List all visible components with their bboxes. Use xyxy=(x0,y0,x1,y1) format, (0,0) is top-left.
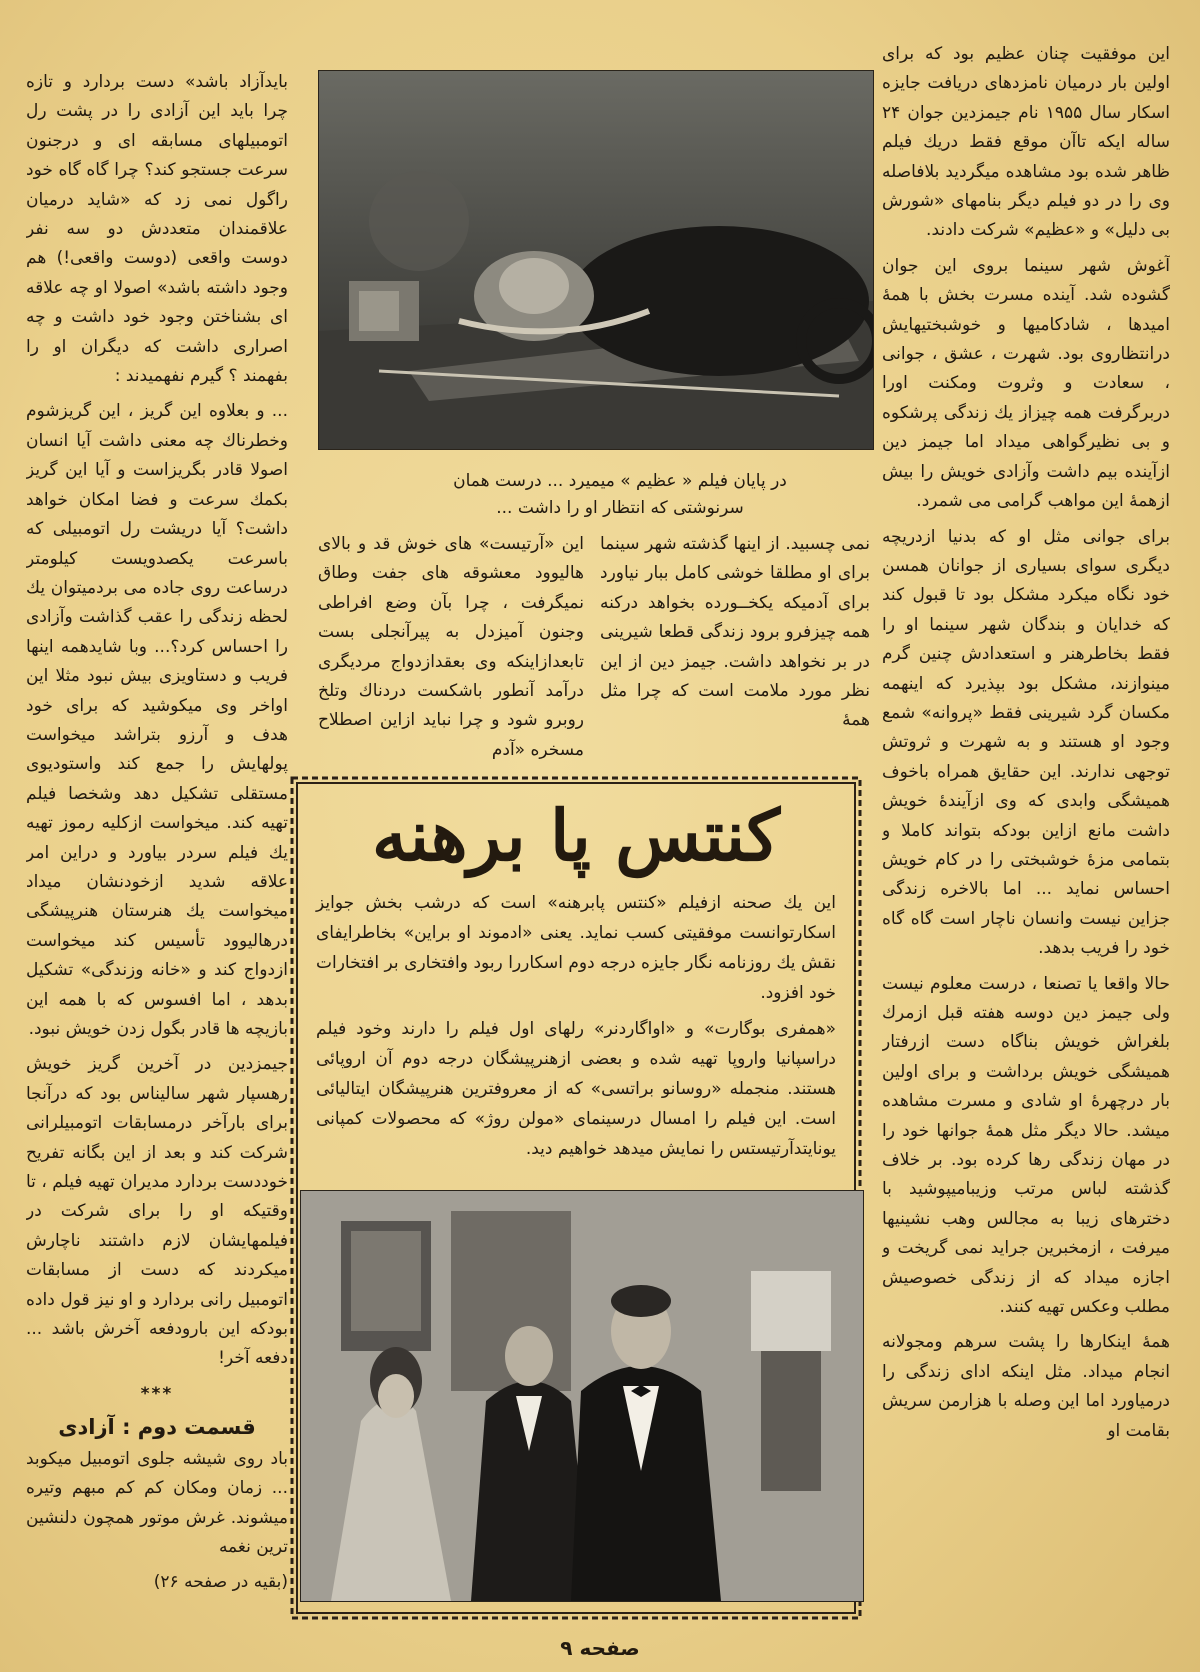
right-column-paragraph: همهٔ اینکارها را پشت سرهم ومجولانه انجام میداد. مثل اینکه ادای زندگی را درمیاورد اما این وصله با هزارمن سریش بقامت او xyxy=(882,1332,1170,1441)
middle-left-text: این «آرتیست» های خوش قد و بالای هالیوود معشوقه های جفت وطاق نمیگرفت ، چرا بآن وضع افراطی وجنون آمیزدل به پیرآنجلی بست تابعدازاینکه وی بعقدازدواج مردیگری درآمد آنطور باشکست دردناك وتلخ روبرو شود و چرا نباید ازاین اصطلاح مسخره «آدم xyxy=(318,534,584,760)
left-column-paragraph: بایدآزاد باشد» دست بردارد و تازه چرا باید این آزادی را در پشت رل اتومبیلهای مسابقه ای و درجنون سرعت جستجو کند؟ چرا گاه گاه خود راگول نمی زد که «شاید درمیان علاقمندان متعددش دو سه نفر دوست واقعی (دوست واقعی!) هم وجود داشته باشد» اصولا او چه علاقه ای بشناختن وجود خود داشت و چه اصراری داشت که دیگران او را بفهمند ؟ گیرم نفهمیدند : xyxy=(26,72,288,387)
feature-box-paragraph: «همفری بوگارت» و «اواگاردنر» رلهای اول فیلم را دارند وخود فیلم دراسپانیا واروپا تهیه شده و بعضی ازهنرپیشگان درجه دوم آن اروپائی هستند. منجمله «روسانو براتسی» که از معروفترین هنرپیشگان ایتالیائی است. این فیلم را امسال درسینمای «مولن روژ» که محصولات کمپانی یونایتدآرتیستس را نمایش میدهد خواهیم دید. xyxy=(316,1019,836,1159)
section-separator: *** xyxy=(140,1383,174,1404)
section-title: قسمت دوم : آزادی xyxy=(58,1415,256,1440)
right-column-paragraph: حالا واقعا یا تصنعا ، درست معلوم نیست ولی جیمز دین دوسه هفته قبل ازمرك بلغراش خویش بناگاه دست ازرفتار همیشگی خویش برداشت و برای اولین بار درچهرهٔ او شادی و مسرت مشاهده میشد. حالا دیگر مثل همهٔ جوانها خود را در مهان زندگی رها کرده بود. بر خلاف گذشته لباس مرتب وزیبامیپوشید با دخترهای زیبا به مجالس وهب نشینیها میرفت ، ازمخبرین جراید نمی گریخت و اجازه میداد که از زندگی خصوصیش مطلب وعکس تهیه کنند. xyxy=(882,973,1170,1318)
top-photo-image xyxy=(319,71,873,449)
right-column xyxy=(882,40,1170,1650)
left-column-paragraph: جیمزدین در آخرین گریز خویش رهسپار شهر سالیناس بود که درآنجا برای بارآخر درمسابقات اتومبیلرانی شرکت کند و بعد از این بگانه تفریح خوددست بردارد مدیران تهیه فیلم ، تا وقتیکه او را برای شرکت در فیلمهایشان لازم داشتند ناچارش میکردند که دست از مسابقات اتومبیل رانی بردارد و او نیز قول داده بودکه این بارودفعه آخرش باشد ... دفعه آخر! xyxy=(26,1054,288,1369)
middle-left-column xyxy=(318,530,584,776)
middle-right-text: نمی چسبید. از اینها گذشته شهر سینما برای او مطلقا خوشی کامل ببار نیاورد برای آدمیکه یکخــورده بخواهد درکنه همه چیزفرو برود زندگی قطعا شیرینی در بر نخواهد داشت. جیمز دین از این نظر مورد ملامت است که چرا مثل همهٔ xyxy=(600,534,870,731)
right-column-paragraph: برای جوانی مثل او که بدنیا ازدریچه دیگری سوای بسیاری از جوانان همسن خود نگاه میکرد مشکل بود تا قبول کند که خدایان و بندگان شهر سینما او را فقط بخاطرهنر و استعدادش چنین گرم مینوازند، مشکل بود بپذیرد که اینهمه مکسان گرد شیرینی فقط «پروانه» شمع وجود او هستند و به شهرت و ثروتش توجهی ندارند. این حقایق همراه باخوف همیشگی وابدی که وی ازآیندهٔ خویش داشت مانع ازاین بودکه بتواند کاملا و بتمامی مزهٔ خوشبختی را در کام خویش احساس نماید ... اما بالاخره زندگی جزاین نیست وانسان ناچار است گاه گاه خود را فریب بدهد. xyxy=(882,526,1170,959)
right-column-paragraph: آغوش شهر سینما بروی این جوان گشوده شد. آینده مسرت بخش با همهٔ امیدها ، شادکامیها و خوشبختیهایش درانتظاروی بود. شهرت ، عشق ، جوانی ، سعادت و وثروت ومکنت اورا دربرگرفت همه چیزاز یك زندگی پرشکوه و بی نظیرگواهی میداد اما جیمز دین ازآینده بیم داشت وآزادی خویش را بیش ازهمهٔ این مواهب گرامی می شمرد. xyxy=(882,255,1170,512)
feature-box-title: کنتس پا برهنه xyxy=(371,794,781,877)
feature-box-paragraph: این یك صحنه ازفیلم «کنتس پابرهنه» است که درشب بخش جوایز اسکارتوانست موفقیتی کسب نماید. یعنی «ادموند او براین» بخاطرایفای نقش یك روزنامه نگار جایزه درجه دوم اسکاررا ربود وافتخاری بر افتخارات خود افزود. xyxy=(316,893,836,1003)
section-text: باد روی شیشه جلوی اتومبیل میکوبد ... زمان ومکان کم کم مبهم وتیره میشوند. غرش موتور همچون دلنشین ترین نغمه xyxy=(26,1448,288,1557)
bottom-photo xyxy=(300,1190,864,1602)
continued-note: (بقیه در صفحه ۲۶) xyxy=(153,1572,288,1593)
left-column-paragraph: ... و بعلاوه این گریز ، این گریزشوم وخطرناك چه معنی داشت آیا انسان اصولا قادر بگریزاست و آیا این گریز بکمك سرعت و فضا امکان خواهد داشت؟ آیا دریشت رل اتومبیلی که باسرعت یکصدویست کیلومتر درساعت روی جاده می بردمیتوان یك لحظه زندگی را عقب گذاشت وآزادی را احساس کرد؟... وبا شایدهمه اینها فریب و دستاویزی بیش نبود مثلا این اواخر وی میکوشید که برای خود هدف و آرزو بتراشد میخواست پولهایش را جمع کند واستودیوی مستقلی تشکیل دهد وشخصا فیلم تهیه کند. میخواست ازکلیه رموز تهیه یك فیلم سردر بیاورد و دراین امر علاقه شدید ازخودنشان میداد میخواست یك هنرستان هنرپیشگی درهالیوود تأسیس کند میخواست ازدواج کند و «خانه وزندگی» تشکیل بدهد ، اما افسوس که با همه این بازیچه ها قادر بگول زدن خویش نبود. xyxy=(26,401,288,1039)
bottom-photo-image xyxy=(301,1191,863,1601)
top-photo xyxy=(318,70,874,450)
middle-right-column xyxy=(600,530,870,776)
top-photo-caption xyxy=(420,468,820,522)
feature-box-text xyxy=(316,888,836,1170)
page-number: صفحه ۹ xyxy=(560,1636,640,1660)
left-column xyxy=(26,68,288,1628)
top-photo-caption-text: در پایان فیلم « عظیم » میمیرد ... درست همان سرنوشتی که انتظار او را داشت ... xyxy=(453,471,787,518)
right-column-paragraph: این موفقیت چنان عظیم بود که برای اولین بار درمیان نامزدهای دریافت جایزه اسکار سال ۱۹۵۵ نام جیمزدین جوان ۲۴ ساله ایکه تاآن موقع فقط دریك فیلم ظاهر شده بود مشاهده میگردید بلافاصله وی را در دو فیلم دیگر بنامهای «شورش بی دلیل» و «عظیم» شرکت دادند. xyxy=(882,44,1170,241)
